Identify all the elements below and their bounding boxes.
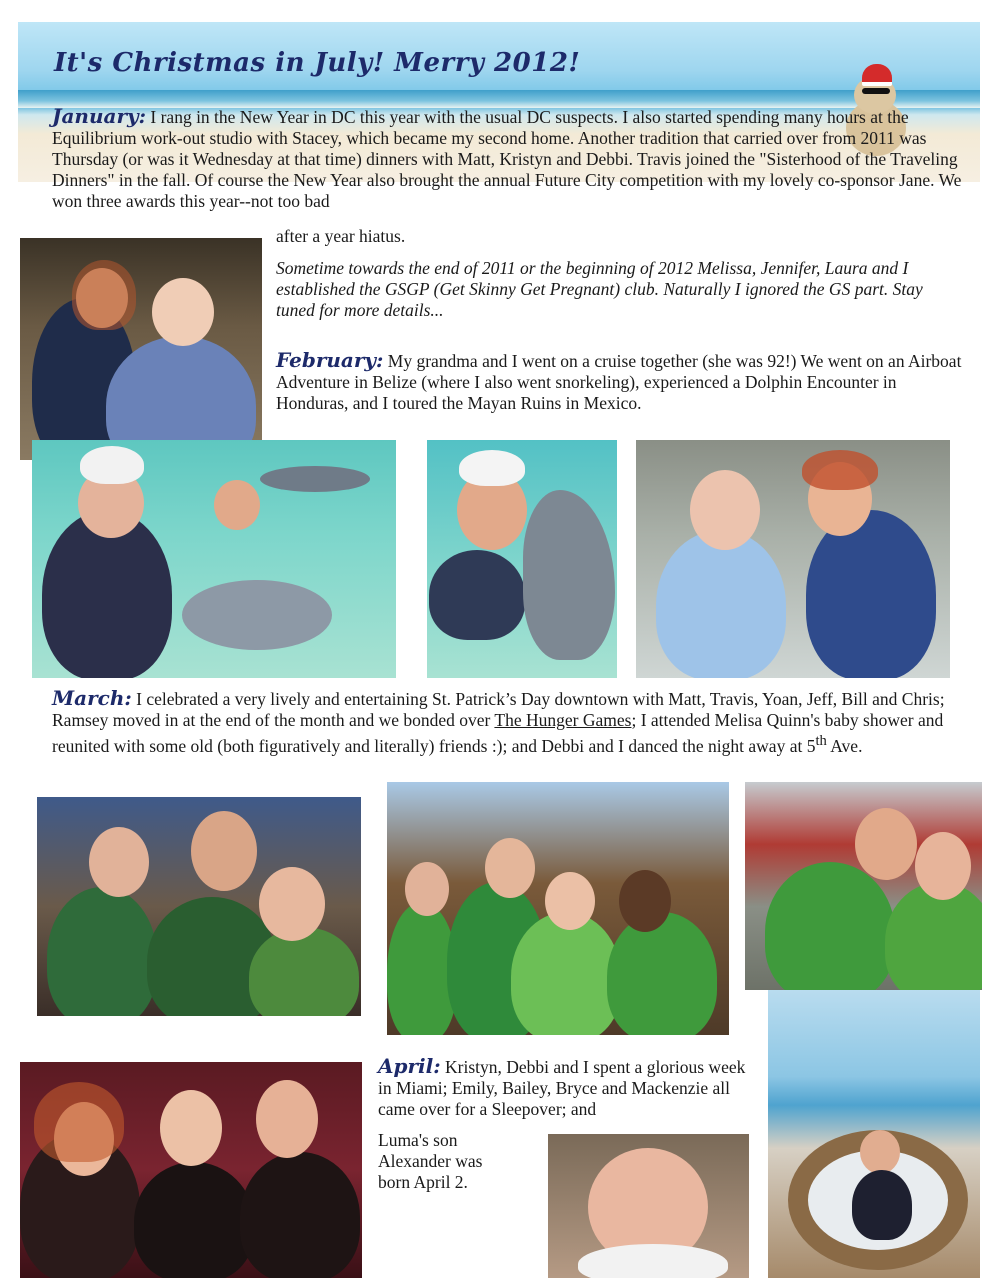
march-heading: March: (52, 686, 132, 710)
march-paragraph (52, 688, 972, 757)
april-baby-caption (378, 1130, 548, 1193)
january-tail: after a year hiatus. (276, 226, 406, 246)
january-text: I rang in the New Year in DC this year with the usual DC suspects. I also started spending many hours at the Equilibrium work-out studio with Stacey, which became my second home. Another tradition that carried over from 2011 was Thursday (or was it Wednesday at that time) dinners with Matt, Kristyn and Debbi. Travis joined the "Sisterhood of the Traveling Dinners" in the fall. Of course the New Year also brought the annual Future City competition with my lovely co-sponsor Jane. We won three awards this year--not too bad (52, 107, 962, 211)
march-text-b: ; I attended Melisa Quinn's baby shower and reunited with some old (both figuratively and literally) friends :); and Debbi and I danced the night away at 5 (52, 710, 944, 756)
photo-st-patricks-kiss (745, 782, 982, 990)
march-superscript: th (815, 733, 827, 749)
january-heading: January: (52, 104, 147, 128)
february-paragraph (276, 350, 966, 414)
march-text-c: Ave. (826, 735, 863, 756)
photo-grandma-portrait (20, 238, 262, 460)
april-line-3: born April 2. (378, 1172, 468, 1192)
hunger-games-title: The Hunger Games (494, 710, 632, 730)
january-paragraph (52, 106, 972, 212)
april-line-1: Luma's son (378, 1130, 458, 1150)
photo-dolphin-kiss (427, 440, 617, 678)
photo-miami-friends (20, 1062, 362, 1278)
photo-dolphin-encounter-1 (32, 440, 396, 678)
photo-st-patricks-bar (37, 797, 361, 1016)
photo-st-patricks-group (387, 782, 729, 1035)
photo-baby-alexander (548, 1134, 749, 1278)
february-text: My grandma and I went on a cruise together (she was 92!) We went on an Airboat Adventure in Belize (where I also went snorkeling), experienced a Dolphin Encounter in Honduras, and I toured the Mayan Ruins in Mexico. (276, 351, 962, 413)
february-heading: February: (276, 348, 384, 372)
april-paragraph (378, 1056, 758, 1120)
march-text-a: I celebrated a very lively and entertaining St. Patrick’s Day downtown with Matt, Travis, Yoan, Jeff, Bill and Chris; Ramsey moved in at the end of the month and we bonded over (52, 689, 945, 730)
april-text: Kristyn, Debbi and I spent a glorious week in Miami; Emily, Bailey, Bryce and Mackenzie all came over for a Sleepover; and (378, 1057, 746, 1119)
gsgp-paragraph: Sometime towards the end of 2011 or the beginning of 2012 Melissa, Jennifer, Laura and I established the GSGP (Get Skinny Get Pregnant) club. Naturally I ignored the GS part. Stay tuned for more details... (276, 258, 923, 320)
april-line-2: Alexander was (378, 1151, 483, 1171)
photo-miami-rooftop (768, 990, 980, 1278)
photo-airboat-belize (636, 440, 950, 678)
page-title: It's Christmas in July! Merry 2012! (54, 48, 581, 78)
april-heading: April: (378, 1054, 441, 1078)
